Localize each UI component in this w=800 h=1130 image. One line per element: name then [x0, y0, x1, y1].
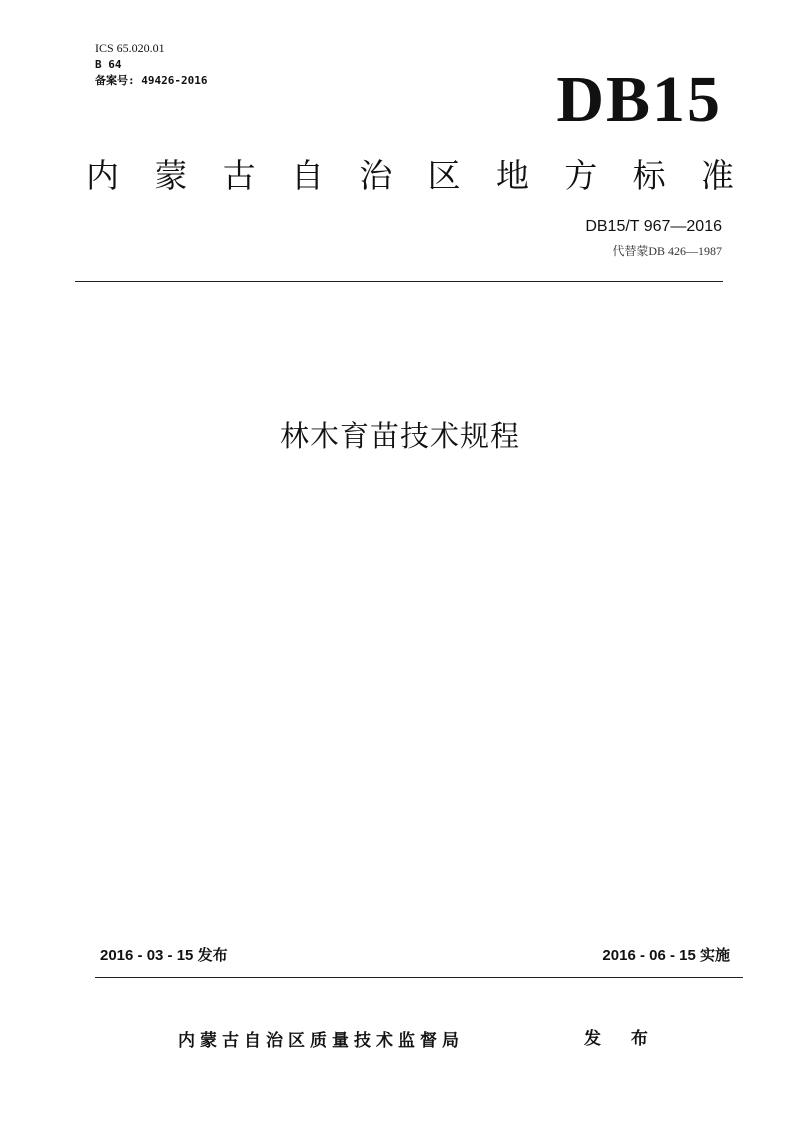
standard-type-char: 古: [222, 156, 256, 195]
standard-type-char: 方: [564, 156, 598, 195]
standard-type-char: 蒙: [154, 156, 188, 195]
standard-type-char: 治: [359, 156, 393, 195]
header-divider: [75, 281, 723, 282]
publishing-authority: 内蒙古自治区质量技术监督局: [178, 1031, 464, 1051]
standard-type-char: 内: [86, 156, 119, 195]
record-number: 备案号: 49426-2016: [95, 74, 208, 87]
standard-type-char: 标: [632, 156, 666, 195]
document-title: 林木育苗技术规程: [279, 419, 520, 453]
classification-code: B 64: [95, 58, 122, 71]
publish-label: 发 布: [584, 1029, 660, 1049]
standard-type-heading: [86, 152, 734, 200]
standard-type-char: 地: [495, 156, 529, 195]
standard-type-char: 自: [290, 156, 324, 195]
standard-type-char: 准: [700, 156, 734, 195]
standard-code: DB15: [556, 63, 722, 136]
ics-code: ICS 65.020.01: [95, 41, 165, 55]
replaced-standard: 代替蒙DB 426—1987: [612, 244, 722, 258]
standard-number: DB15/T 967—2016: [585, 218, 722, 235]
issue-date: 2016 - 03 - 15 发布: [100, 947, 228, 964]
implementation-date: 2016 - 06 - 15 实施: [602, 947, 730, 964]
standard-type-char: 区: [427, 156, 461, 195]
footer-divider: [95, 977, 743, 978]
